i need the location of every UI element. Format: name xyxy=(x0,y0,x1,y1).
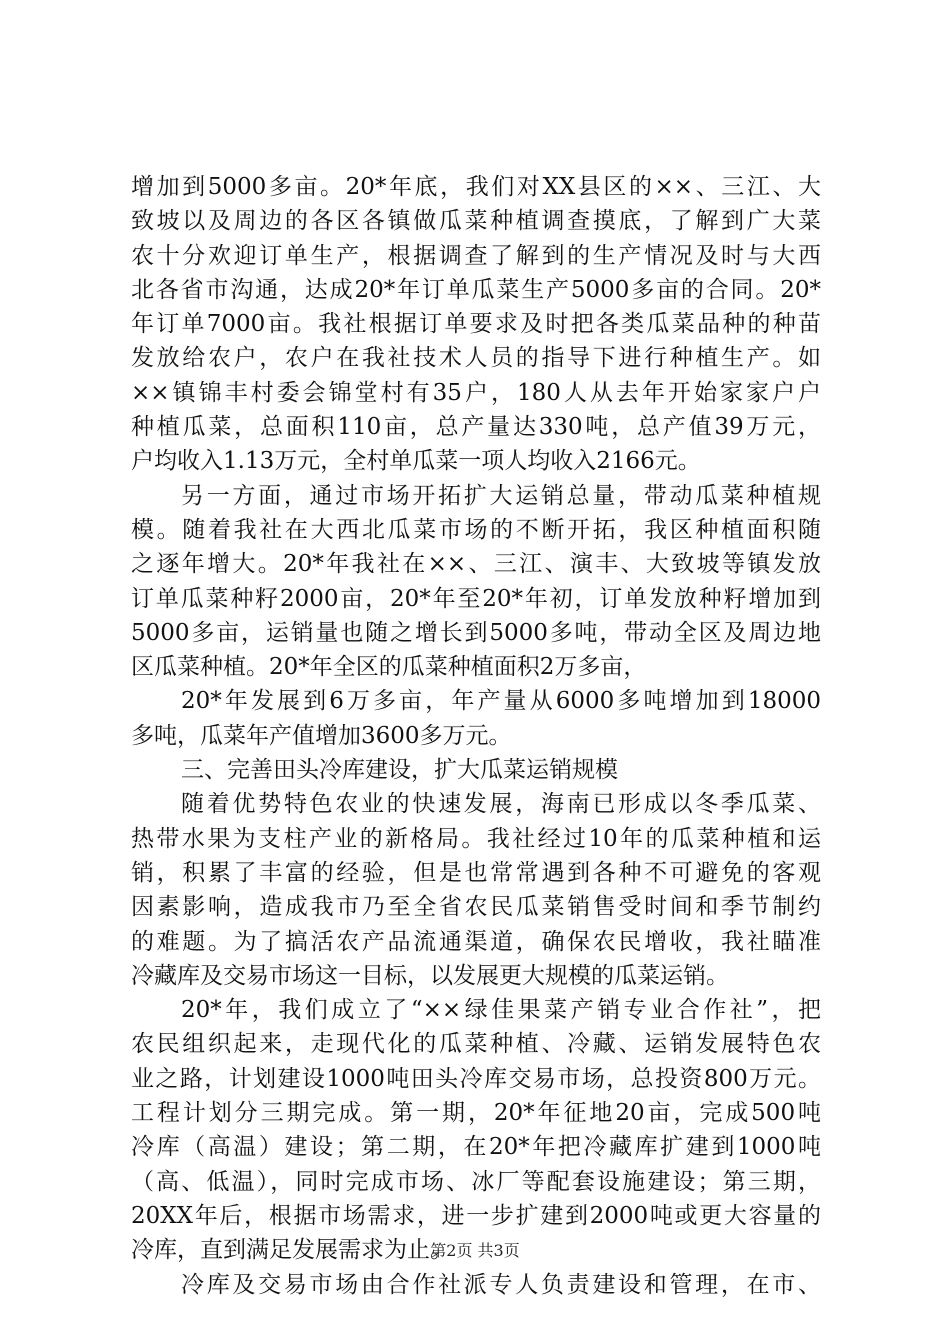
text-line: 之逐年增大。20*年我社在××、三江、演丰、大致坡等镇发放 xyxy=(131,551,821,578)
text-line: 的难题。为了搞活农产品流通渠道，确保农民增收，我社瞄准 xyxy=(131,928,821,955)
text-line: 因素影响，造成我市乃至全省农民瓜菜销售受时间和季节制约 xyxy=(131,894,821,921)
text-line: 工程计划分三期完成。第一期，20*年征地20亩，完成500吨 xyxy=(131,1100,821,1127)
text-line: 20XX年后，根据市场需求，进一步扩建到2000吨或更大容量的 xyxy=(131,1202,821,1229)
document-body xyxy=(131,170,821,1302)
text-line: 销，积累了丰富的经验，但是也常常遇到各种不可避免的客观 xyxy=(131,859,821,886)
text-line: 区瓜菜种植。20*年全区的瓜菜种植面积2万多亩， xyxy=(131,654,647,681)
text-line: 冷库及交易市场由合作社派专人负责建设和管理，在市、 xyxy=(181,1271,821,1298)
text-line: 多吨，瓜菜年产值增加3600多万元。 xyxy=(131,722,512,749)
text-line: （高、低温），同时完成市场、冰厂等配套设施建设；第三期， xyxy=(131,1168,821,1195)
text-line: ××镇锦丰村委会锦堂村有35户，180人从去年开始家家户户 xyxy=(131,379,821,406)
text-line: 业之路，计划建设1000吨田头冷库交易市场，总投资800万元。 xyxy=(131,1065,821,1092)
text-line: 增加到5000多亩。20*年底，我们对XX县区的××、三江、大 xyxy=(131,174,821,200)
text-line: 农十分欢迎订单生产，根据调查了解到的生产情况及时与大西 xyxy=(131,242,821,269)
text-line: 户均收入1.13万元，全村单瓜菜一项人均收入2166元。 xyxy=(131,448,701,475)
text-line: 另一方面，通过市场开拓扩大运销总量，带动瓜菜种植规 xyxy=(181,482,821,509)
text-line: 模。随着我社在大西北瓜菜市场的不断开拓，我区种植面积随 xyxy=(131,516,821,543)
section-heading: 三、完善田头冷库建设，扩大瓜菜运销规模 xyxy=(181,757,618,784)
page-footer: 第2页 共3页 xyxy=(430,1241,520,1260)
text-line: 北各省市沟通，达成20*年订单瓜菜生产5000多亩的合同。20* xyxy=(131,276,821,303)
text-line: 种植瓜菜，总面积110亩，总产量达330吨，总产值39万元， xyxy=(131,414,821,441)
text-line: 农民组织起来，走现代化的瓜菜种植、冷藏、运销发展特色农 xyxy=(131,1031,821,1058)
text-line: 冷库，直到满足发展需求为止。 xyxy=(131,1237,453,1264)
text-line: 热带水果为支柱产业的新格局。我社经过10年的瓜菜种植和运 xyxy=(131,825,821,852)
text-line: 致坡以及周边的各区各镇做瓜菜种植调查摸底，了解到广大菜 xyxy=(131,208,821,235)
text-line: 年订单7000亩。我社根据订单要求及时把各类瓜菜品种的种苗 xyxy=(131,311,821,338)
text-line: 冷藏库及交易市场这一目标，以发展更大规模的瓜菜运销。 xyxy=(131,962,729,989)
text-line: 随着优势特色农业的快速发展，海南已形成以冬季瓜菜、 xyxy=(181,791,821,818)
text-line: 发放给农户，农户在我社技术人员的指导下进行种植生产。如 xyxy=(131,345,821,372)
text-line: 20*年发展到6万多亩，年产量从6000多吨增加到18000 xyxy=(181,688,821,715)
text-line: 冷库（高温）建设；第二期，在20*年把冷藏库扩建到1000吨 xyxy=(131,1134,821,1161)
text-line: 订单瓜菜种籽2000亩，20*年至20*年初，订单发放种籽增加到 xyxy=(131,585,821,612)
text-line: 20*年，我们成立了“××绿佳果菜产销专业合作社”，把 xyxy=(181,997,821,1024)
text-line: 5000多亩，运销量也随之增长到5000多吨，带动全区及周边地 xyxy=(131,619,821,646)
